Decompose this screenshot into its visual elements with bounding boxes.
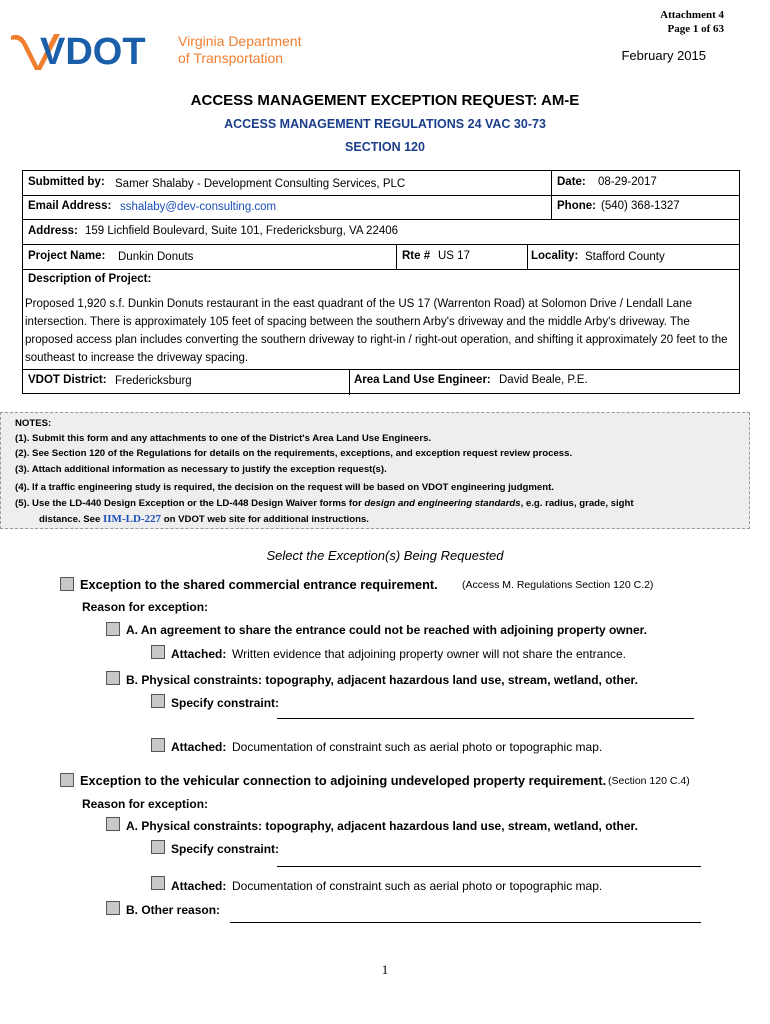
- row-divider: [23, 269, 739, 270]
- attachment-info: [660, 8, 724, 36]
- shared-entrance-section-ref: (Access M. Regulations Section 120 C.2): [462, 579, 654, 591]
- note-3: (3). Attach additional information as necessary to justify the exception request(s).: [15, 464, 387, 475]
- column-divider: [349, 369, 350, 395]
- ex2-reason-a-label: A. Physical constraints: topography, adjacent hazardous land use, stream, wetland, other.: [126, 819, 638, 833]
- note-5-text-end: , e.g. radius, grade, sight: [520, 498, 634, 509]
- notes-box: [0, 412, 750, 529]
- ex2-a-specify-input[interactable]: [277, 866, 701, 867]
- ex1-b-attached-label: Attached:: [171, 740, 227, 754]
- notes-heading: NOTES:: [15, 418, 52, 429]
- logo-wordmark: VDOT: [40, 31, 146, 72]
- locality-field[interactable]: Stafford County: [585, 251, 665, 263]
- page-count: Page 1 of 63: [667, 23, 724, 35]
- ex2-a-attached-checkbox[interactable]: [151, 876, 165, 890]
- shared-entrance-exception-title: Exception to the shared commercial entrance requirement.: [80, 577, 438, 592]
- form-subtitle-regulations: ACCESS MANAGEMENT REGULATIONS 24 VAC 30-73: [224, 117, 546, 131]
- ex1-reason-b-label: B. Physical constraints: topography, adjacent hazardous land use, stream, wetland, other.: [126, 673, 638, 687]
- form-subtitle-section: SECTION 120: [345, 140, 425, 154]
- ex1-b-attached-checkbox[interactable]: [151, 738, 165, 752]
- project-name-field[interactable]: Dunkin Donuts: [118, 251, 194, 263]
- ex1-b-specify-input[interactable]: [277, 718, 694, 719]
- vehicular-connection-exception-title: Exception to the vehicular connection to adjoining undeveloped property requirement.: [80, 773, 607, 788]
- note-4: (4). If a traffic engineering study is required, the decision on the request will be based on VDOT engineering judgment.: [15, 482, 554, 493]
- ex2-a-attached-text: Documentation of constraint such as aerial photo or topographic map.: [232, 879, 603, 893]
- vehicular-connection-section-ref: (Section 120 C.4): [608, 775, 690, 787]
- ex2-reason-a-checkbox[interactable]: [106, 817, 120, 831]
- email-field[interactable]: sshalaby@dev-consulting.com: [120, 201, 277, 213]
- note-5-emphasis: design and engineering standards: [364, 498, 521, 509]
- ex1-b-attached-text: Documentation of constraint such as aerial photo or topographic map.: [232, 740, 603, 754]
- shared-entrance-exception-checkbox[interactable]: [60, 577, 74, 591]
- ex2-a-specify-label: Specify constraint:: [171, 842, 280, 856]
- engineer-label: Area Land Use Engineer:: [354, 374, 491, 386]
- email-label: Email Address:: [28, 200, 112, 212]
- note-6-text: distance. See: [39, 514, 103, 525]
- note-5: [15, 498, 634, 509]
- ex1-reason-label: Reason for exception:: [82, 600, 209, 614]
- ex2-reason-label: Reason for exception:: [82, 797, 209, 811]
- form-title: ACCESS MANAGEMENT EXCEPTION REQUEST: AM-E: [190, 92, 580, 109]
- ex2-other-reason-input[interactable]: [230, 922, 701, 923]
- district-label: VDOT District:: [28, 374, 107, 386]
- engineer-field[interactable]: David Beale, P.E.: [499, 374, 588, 386]
- project-name-label: Project Name:: [28, 250, 106, 262]
- phone-field[interactable]: (540) 368-1327: [601, 200, 680, 212]
- note-2: (2). See Section 120 of the Regulations for details on the requirements, exceptions, and exception request review process.: [15, 448, 573, 459]
- locality-label: Locality:: [531, 250, 579, 262]
- note-5-continued: [39, 513, 369, 525]
- phone-label: Phone:: [557, 200, 596, 212]
- ex1-a-attached-label: Attached:: [171, 647, 227, 661]
- submitted-by-label: Submitted by:: [28, 176, 105, 188]
- date-field[interactable]: 08-29-2017: [598, 176, 657, 188]
- column-divider: [527, 244, 528, 269]
- ex2-reason-b-label: B. Other reason:: [126, 903, 221, 917]
- ex2-a-specify-checkbox[interactable]: [151, 840, 165, 854]
- address-label: Address:: [28, 225, 78, 237]
- ex1-reason-b-checkbox[interactable]: [106, 671, 120, 685]
- address-field[interactable]: 159 Lichfield Boulevard, Suite 101, Fredericksburg, VA 22406: [85, 225, 399, 237]
- row-divider: [23, 219, 739, 220]
- submitted-by-field[interactable]: Samer Shalaby - Development Consulting Services, PLC: [115, 178, 406, 190]
- column-divider: [551, 171, 552, 219]
- note-6-text-end: on VDOT web site for additional instructions.: [161, 514, 369, 525]
- header-date: February 2015: [621, 48, 706, 63]
- logo-agency-name: [178, 33, 301, 67]
- ex1-a-attached-text: Written evidence that adjoining property owner will not share the entrance.: [232, 647, 627, 661]
- iim-ld-227-link[interactable]: IIM-LD-227: [103, 513, 162, 525]
- date-label: Date:: [557, 176, 586, 188]
- logo-line-1: Virginia Department: [178, 33, 302, 49]
- ex2-a-attached-label: Attached:: [171, 879, 227, 893]
- ex1-b-specify-label: Specify constraint:: [171, 696, 280, 710]
- ex1-b-specify-checkbox[interactable]: [151, 694, 165, 708]
- column-divider: [396, 244, 397, 269]
- note-5-text: (5). Use the LD-440 Design Exception or the LD-448 Design Waiver forms for: [15, 498, 365, 509]
- page-number: 1: [381, 962, 389, 977]
- row-divider: [23, 244, 739, 245]
- select-exceptions-title: Select the Exception(s) Being Requested: [266, 548, 504, 563]
- ex1-reason-a-label: A. An agreement to share the entrance could not be reached with adjoining property owner.: [126, 623, 647, 637]
- district-field[interactable]: Fredericksburg: [115, 375, 192, 387]
- ex1-reason-a-checkbox[interactable]: [106, 622, 120, 636]
- route-label: Rte #: [402, 250, 431, 262]
- row-divider: [23, 369, 739, 370]
- vdot-logo: [10, 30, 310, 72]
- logo-line-2: of Transportation: [178, 50, 284, 66]
- row-divider: [23, 195, 739, 196]
- note-1: (1). Submit this form and any attachments to one of the District's Area Land Use Engineers.: [15, 433, 432, 444]
- vehicular-connection-exception-checkbox[interactable]: [60, 773, 74, 787]
- attachment-label: Attachment 4: [660, 9, 724, 21]
- ex1-a-attached-checkbox[interactable]: [151, 645, 165, 659]
- ex2-reason-b-checkbox[interactable]: [106, 901, 120, 915]
- vdot-logo-mark: [10, 30, 175, 72]
- route-field[interactable]: US 17: [438, 250, 470, 262]
- description-field[interactable]: Proposed 1,920 s.f. Dunkin Donuts restaurant in the east quadrant of the US 17 (Warrenton Road) at Solomon Drive / Lendall Lane intersection. There is approximately 105 feet of spacing between the southern Arby's driveway and the middle Arby's driveway. The proposed access plan includes converting the southern driveway to right-in / right-out operation, and shifting it approximately 20 feet to the southeast to increase the driveway spacing.: [25, 298, 728, 364]
- description-label: Description of Project:: [28, 273, 152, 285]
- request-form-table: [22, 170, 740, 394]
